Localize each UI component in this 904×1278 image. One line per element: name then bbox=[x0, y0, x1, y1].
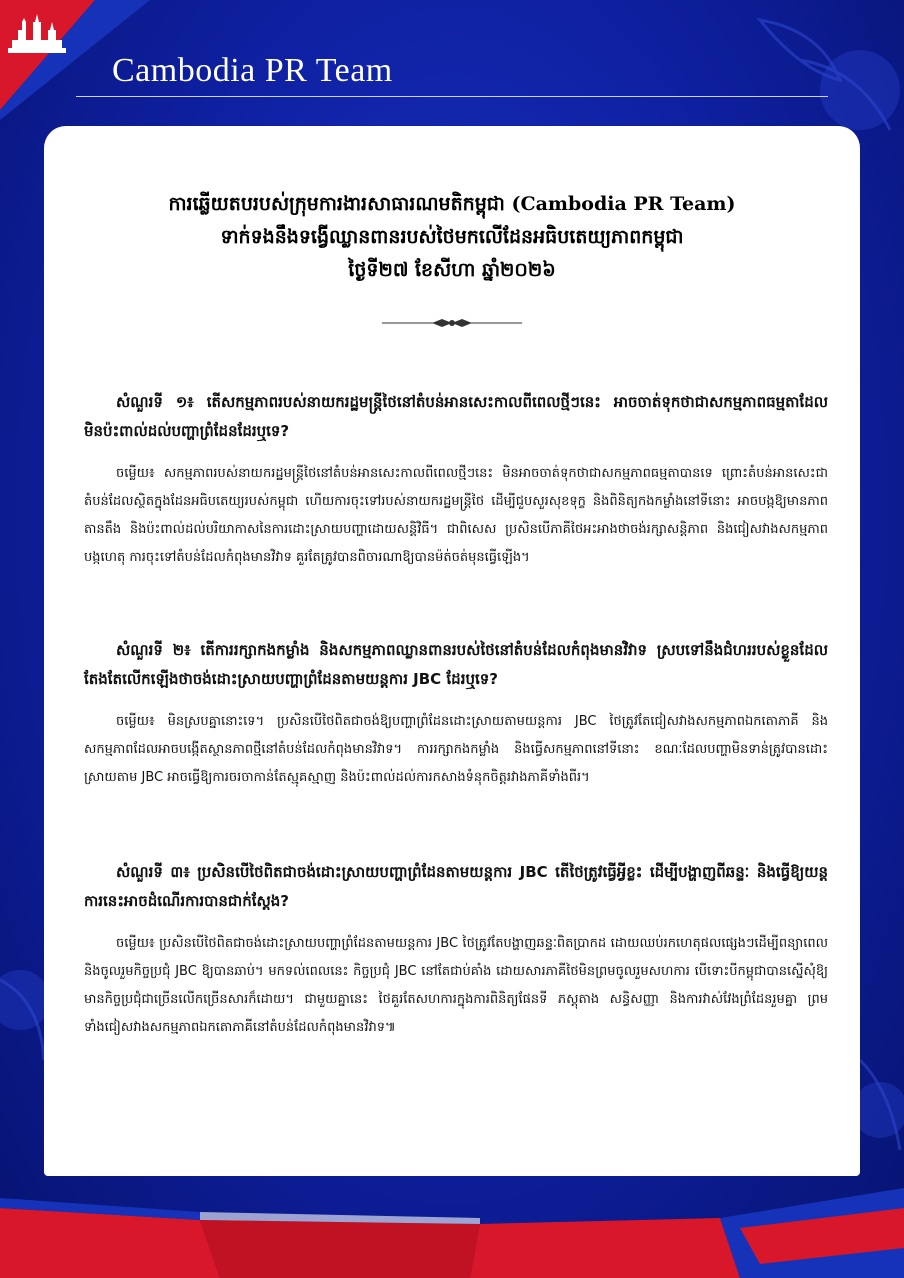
question-3: សំណួរទី ៣៖ ប្រសិនបើថៃពិតជាចង់ដោះស្រាយបញ្ហាព្រំដែនតាមយន្តការ JBC តើថៃត្រូវធ្វើអ្វីខ្លះ ដើម្បីបង្ហាញពីឆន្ទៈ និងធ្វើឱ្យយន្តការនេះអាចដំណើរការបានជាក់ស្តែង? bbox=[84, 863, 828, 910]
page-title: Cambodia PR Team bbox=[112, 52, 393, 89]
answer-3: ចម្លើយ៖ ប្រសិនបើថៃពិតជាចង់ដោះស្រាយបញ្ហាព្រំដែនតាមយន្តការ JBC ថៃត្រូវតែបង្ហាញឆន្ទៈពិតប្រាកដ ដោយឈប់រកហេតុផលផ្សេងៗដើម្បីពន្យាពេល និងចូលរួមកិច្ចប្រជុំ JBC ឱ្យបានឆាប់។ មកទល់ពេលនេះ កិច្ចប្រជុំ JBC នៅតែជាប់គាំង ដោយសារភាគីថៃមិនព្រមចូលរួមសហការ បើទោះបីកម្ពុជាបានស្នើសុំឱ្យមានកិច្ចប្រជុំជាច្រើនលើកច្រើនសារក៏ដោយ។ ជាមួយគ្នានេះ ថៃគួរតែសហការក្នុងការពិនិត្យផែនទី ភស្តុតាង សន្ធិសញ្ញា និងការវាស់វែងព្រំដែនរួមគ្នា ព្រមទាំងជៀសវាងសកម្មភាពឯកតោភាគីនៅតំបន់ដែលកំពុងមានវិវាទ៕ bbox=[84, 936, 828, 1035]
question-2: សំណួរទី ២៖ តើការរក្សាកងកម្លាំង និងសកម្មភាពឈ្លានពានរបស់ថៃនៅតំបន់ដែលកំពុងមានវិវាទ ស្របទៅនឹងជំហររបស់ខ្លួនដែលតែងតែលើកឡើងថាចង់ដោះស្រាយបញ្ហាព្រំដែនតាមយន្តការ JBC ដែរឬទេ? bbox=[84, 641, 828, 688]
header-divider bbox=[76, 96, 828, 97]
question-1: សំណួរទី ១៖ តើសកម្មភាពរបស់នាយករដ្ឋមន្ត្រីថៃនៅតំបន់អានសេះកាលពីពេលថ្មីៗនេះ អាចចាត់ទុកថាជាសកម្មភាពធម្មតាដែលមិនប៉ះពាល់ដល់បញ្ហាព្រំដែនដែរឬទេ? bbox=[84, 393, 828, 440]
qa-item-3 bbox=[84, 858, 828, 1042]
document-title-line-2: ទាក់ទងនឹងទង្វើឈ្លានពានរបស់ថៃមកលើដែនអធិបតេយ្យភាពកម្ពុជា bbox=[220, 226, 684, 248]
ornament-divider bbox=[382, 316, 522, 330]
qa-item-1 bbox=[84, 388, 828, 572]
answer-2: ចម្លើយ៖ មិនស្របគ្នានោះទេ។ ប្រសិនបើថៃពិតជាចង់ឱ្យបញ្ហាព្រំដែនដោះស្រាយតាមយន្តការ JBC ថៃត្រូវតែជៀសវាងសកម្មភាពឯកតោភាគី និងសកម្មភាពដែលអាចបង្កើតស្ថានភាពថ្មីនៅតំបន់ដែលកំពុងមានវិវាទ។ ការរក្សាកងកម្លាំង និងធ្វើសកម្មភាពនៅទីនោះ ខណៈដែលបញ្ហាមិនទាន់ត្រូវបានដោះស្រាយតាម JBC អាចធ្វើឱ្យការចរចាកាន់តែស្មុគស្មាញ និងប៉ះពាល់ដល់ការកសាងទំនុកចិត្តរវាងភាគីទាំងពីរ។ bbox=[84, 714, 828, 785]
document-title-line-3: ថ្ងៃទី២៧ ខែសីហា ឆ្នាំ២០២៦ bbox=[348, 259, 556, 281]
document-title-line-1: ការឆ្លើយតបរបស់ក្រុមការងារសាធារណមតិកម្ពុជា (Cambodia PR Team) bbox=[168, 193, 736, 215]
document-card bbox=[44, 126, 860, 1176]
document-title bbox=[44, 188, 860, 287]
answer-1: ចម្លើយ៖ សកម្មភាពរបស់នាយករដ្ឋមន្ត្រីថៃនៅតំបន់អានសេះកាលពីពេលថ្មីៗនេះ មិនអាចចាត់ទុកថាជាសកម្មភាពធម្មតាបានទេ ព្រោះតំបន់អានសេះជាតំបន់ដែលស្ថិតក្នុងដែនអធិបតេយ្យរបស់កម្ពុជា ហើយការចុះទៅរបស់នាយករដ្ឋមន្ត្រីថៃ ដើម្បីជួបសួរសុខទុក្ខ និងពិនិត្យកងកម្លាំងនៅទីនោះ អាចបង្កឱ្យមានភាពតានតឹង និងប៉ះពាល់ដល់បរិយាកាសនៃការដោះស្រាយបញ្ហាដោយសន្តិវិធី។ ជាពិសេស ប្រសិនបើភាគីថៃអះអាងថាចង់រក្សាសន្តិភាព និងជៀសវាងសកម្មភាពបង្កហេតុ ការចុះទៅតំបន់ដែលកំពុងមានវិវាទ គួរតែត្រូវបានពិចារណាឱ្យបានម៉ត់ចត់មុនធ្វើឡើង។ bbox=[84, 466, 828, 565]
qa-item-2 bbox=[84, 636, 828, 792]
flag-ribbon bbox=[0, 1168, 904, 1278]
